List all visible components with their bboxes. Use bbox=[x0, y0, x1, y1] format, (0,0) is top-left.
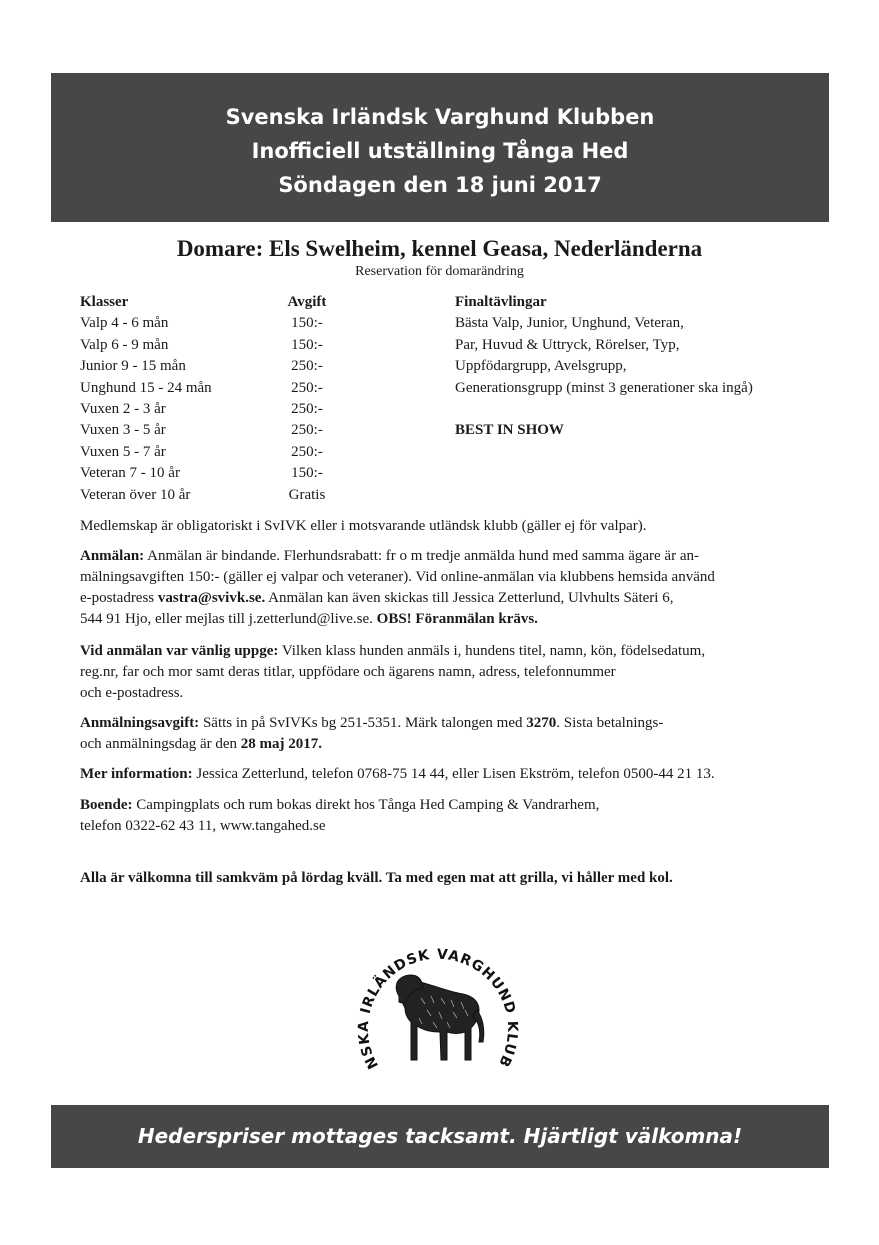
finals-title: Finaltävlingar bbox=[455, 294, 547, 310]
class-row bbox=[80, 313, 342, 334]
class-name: Valp 6 - 9 mån bbox=[80, 336, 169, 353]
boende-label: Boende: bbox=[80, 797, 133, 813]
class-row bbox=[80, 485, 342, 506]
anmalan-text: e-postadress bbox=[80, 590, 158, 606]
class-row bbox=[80, 335, 342, 356]
info-paragraph bbox=[80, 764, 810, 785]
class-row bbox=[80, 399, 342, 420]
judge-heading: Domare: Els Swelheim, kennel Geasa, Nederländerna bbox=[176, 236, 703, 261]
finals-section bbox=[455, 292, 753, 441]
avgift-text: och anmälningsdag är den bbox=[80, 736, 241, 752]
avgift-label: Anmälningsavgift: bbox=[80, 715, 200, 731]
finals-line: Par, Huvud & Uttryck, Rörelser, Typ, bbox=[455, 336, 680, 353]
finals-line: Generationsgrupp (minst 3 generationer ska ingå) bbox=[455, 379, 753, 396]
header-subtitle: Inofficiell utställning Tånga Hed bbox=[251, 139, 629, 163]
welcome-paragraph bbox=[80, 868, 810, 889]
class-name: Junior 9 - 15 mån bbox=[80, 358, 186, 375]
club-logo bbox=[343, 918, 533, 1093]
avgift-text: . Sista betalnings- bbox=[556, 715, 664, 731]
header-date: Söndagen den 18 juni 2017 bbox=[278, 173, 602, 197]
header-banner bbox=[51, 73, 829, 222]
boende-paragraph bbox=[80, 795, 810, 837]
class-name: Veteran 7 - 10 år bbox=[80, 465, 180, 482]
class-name: Vuxen 2 - 3 år bbox=[80, 400, 166, 417]
avgift-text: Sätts in på SvIVKs bg 251-5351. Märk talongen med bbox=[199, 715, 527, 731]
class-name: Valp 4 - 6 mån bbox=[80, 315, 169, 332]
membership-text: Medlemskap är obligatoriskt i SvIVK eller i motsvarande utländsk klubb (gäller ej för valpar). bbox=[80, 518, 647, 534]
anmalan-label: Anmälan: bbox=[80, 548, 145, 564]
class-fee: 250:- bbox=[291, 358, 323, 375]
class-fee: 250:- bbox=[291, 443, 323, 460]
info-label: Mer information: bbox=[80, 766, 193, 782]
logo-text: NSKA IRLÄNDSK VARGHUND KLUB bbox=[355, 946, 521, 1072]
class-fee: Gratis bbox=[288, 486, 326, 503]
finals-line: Uppfödargrupp, Avelsgrupp, bbox=[455, 358, 627, 375]
fee-header: Avgift bbox=[287, 294, 327, 310]
finals-line: Bästa Valp, Junior, Unghund, Veteran, bbox=[455, 315, 684, 332]
boende-text: telefon 0322-62 43 11, www.tangahed.se bbox=[80, 818, 326, 834]
class-name: Veteran över 10 år bbox=[80, 486, 191, 503]
class-fee: 250:- bbox=[291, 422, 323, 439]
class-fee: 250:- bbox=[291, 379, 323, 396]
payment-code: 3270 bbox=[526, 715, 557, 731]
anmalan-text: mälningsavgiften 150:- (gäller ej valpar och veteraner). Vid online-anmälan via klubbens hemsida använd bbox=[80, 569, 715, 585]
uppge-text: och e-postadress. bbox=[80, 685, 184, 701]
uppge-paragraph bbox=[80, 641, 810, 704]
class-row bbox=[80, 356, 342, 377]
class-fee: 150:- bbox=[291, 336, 323, 353]
avgift-paragraph bbox=[80, 713, 810, 755]
class-row bbox=[80, 420, 342, 441]
uppge-label: Vid anmälan var vänlig uppge: bbox=[80, 643, 279, 659]
class-name: Vuxen 3 - 5 år bbox=[80, 422, 166, 439]
footer-text: Hederspriser mottages tacksamt. Hjärtligt välkomna! bbox=[137, 1124, 743, 1148]
wolfhound-icon bbox=[396, 975, 484, 1060]
boende-text: Campingplats och rum bokas direkt hos Tånga Hed Camping & Vandrarhem, bbox=[132, 797, 600, 813]
classes-header: Klasser bbox=[80, 294, 129, 310]
class-name: Vuxen 5 - 7 år bbox=[80, 443, 166, 460]
uppge-text: reg.nr, far och mor samt deras titlar, uppfödare och ägarens namn, adress, telefonnummer bbox=[80, 664, 616, 680]
class-fee: 150:- bbox=[291, 315, 323, 332]
reservation-note: Reservation för domarändring bbox=[355, 264, 524, 279]
class-row bbox=[80, 442, 342, 463]
class-name: Unghund 15 - 24 mån bbox=[80, 379, 212, 396]
best-in-show: BEST IN SHOW bbox=[455, 422, 564, 439]
welcome-text: Alla är välkomna till samkväm på lördag kväll. Ta med egen mat att grilla, vi håller med kol. bbox=[80, 870, 673, 886]
email-address: vastra@svivk.se. bbox=[157, 590, 266, 606]
header-title: Svenska Irländsk Varghund Klubben bbox=[225, 105, 655, 129]
deadline-date: 28 maj 2017. bbox=[240, 736, 323, 752]
membership-paragraph bbox=[80, 516, 810, 537]
anmalan-text: Anmälan kan även skickas till Jessica Zetterlund, Ulvhults Säteri 6, bbox=[265, 590, 674, 606]
class-fee: 150:- bbox=[291, 465, 323, 482]
classes-table bbox=[80, 292, 342, 506]
anmalan-paragraph bbox=[80, 546, 810, 630]
class-row bbox=[80, 463, 342, 484]
anmalan-text: Anmälan är bindande. Flerhundsrabatt: fr o m tredje anmälda hund med samma ägare är an- bbox=[144, 548, 699, 564]
uppge-text: Vilken klass hunden anmäls i, hundens titel, namn, kön, födelsedatum, bbox=[278, 643, 706, 659]
anmalan-text: 544 91 Hjo, eller mejlas till j.zetterlund@live.se. bbox=[80, 611, 377, 627]
info-text: Jessica Zetterlund, telefon 0768-75 14 44, eller Lisen Ekström, telefon 0500-44 21 13. bbox=[192, 766, 715, 782]
class-fee: 250:- bbox=[291, 400, 323, 417]
wolfhound-logo bbox=[343, 918, 533, 1093]
obs-note: OBS! Föranmälan krävs. bbox=[376, 611, 538, 627]
footer-banner bbox=[51, 1105, 829, 1168]
class-row bbox=[80, 378, 342, 399]
classes-header-row bbox=[80, 292, 342, 313]
